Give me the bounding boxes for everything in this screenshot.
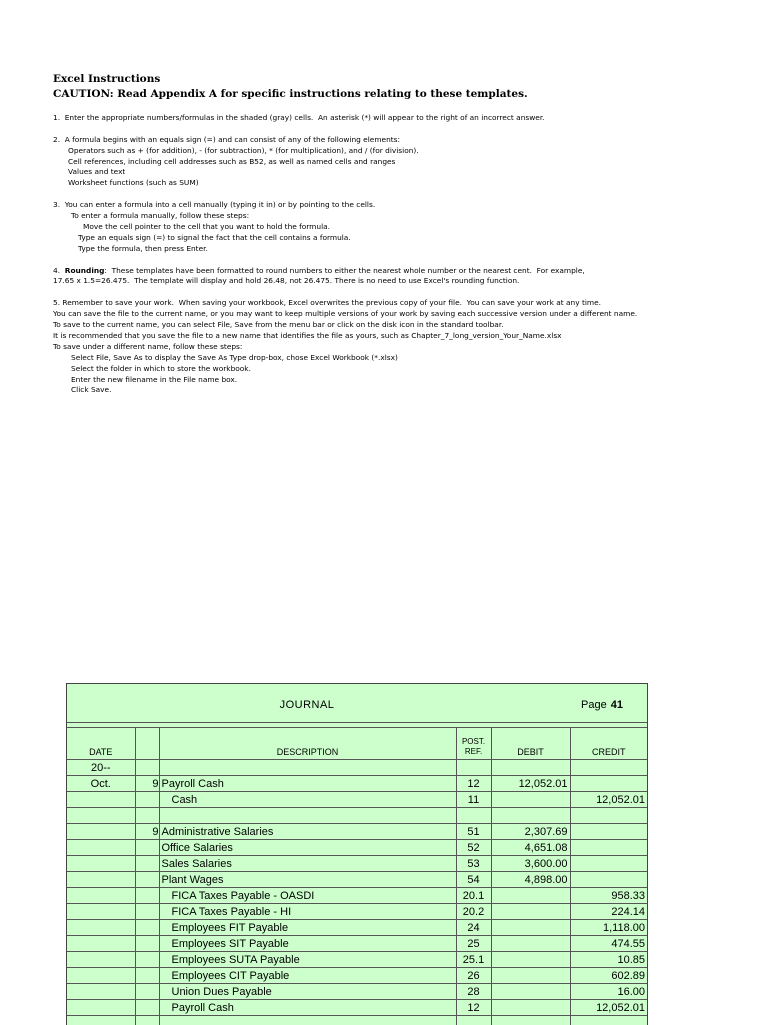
step-3-item: Type an equals sign (=) to signal the fact that the cell contains a formula.	[53, 233, 753, 244]
cell-debit[interactable]	[491, 760, 570, 776]
cell-month[interactable]	[67, 1000, 135, 1016]
cell-month[interactable]	[67, 984, 135, 1000]
cell-day[interactable]	[135, 920, 159, 936]
cell-month[interactable]: 20--	[67, 760, 135, 776]
header-date: DATE	[67, 728, 135, 760]
step-4-number: 4.	[53, 266, 65, 275]
page-label: Page	[581, 699, 607, 711]
cell-credit[interactable]	[570, 760, 647, 776]
cell-debit[interactable]	[491, 1000, 570, 1016]
cell-debit[interactable]	[491, 968, 570, 984]
step-1: 1. Enter the appropriate numbers/formulas in the shaded (gray) cells. An asterisk (*) will appear to the right of an incorrect answer.	[53, 113, 753, 124]
step-4-rounding-label: Rounding	[65, 266, 105, 275]
cell-description[interactable]: Employees SIT Payable	[159, 936, 456, 952]
step-2-item: Worksheet functions (such as SUM)	[53, 178, 753, 189]
cell-month[interactable]	[67, 968, 135, 984]
cell-debit[interactable]	[491, 920, 570, 936]
journal-page	[581, 699, 623, 711]
cell-debit[interactable]	[491, 904, 570, 920]
cell-month[interactable]	[67, 840, 135, 856]
cell-post-ref[interactable]: 24	[456, 920, 491, 936]
cell-credit[interactable]: 602.89	[570, 968, 647, 984]
cell-credit[interactable]	[570, 824, 647, 840]
cell-day[interactable]	[135, 808, 159, 824]
header-credit: CREDIT	[570, 728, 647, 760]
cell-description[interactable]	[159, 808, 456, 824]
step-2-item: Cell references, including cell addresses such as B52, as well as named cells and ranges	[53, 157, 753, 168]
journal-row	[67, 904, 647, 920]
journal-row	[67, 936, 647, 952]
cell-debit[interactable]: 2,307.69	[491, 824, 570, 840]
cell-day[interactable]	[135, 936, 159, 952]
journal-title: JOURNAL	[67, 699, 547, 711]
cell-month[interactable]	[67, 792, 135, 808]
cell-description[interactable]: Cash	[159, 792, 456, 808]
cell-month[interactable]	[67, 824, 135, 840]
instructions-heading: Excel Instructions	[53, 72, 753, 87]
cell-description[interactable]: Administrative Salaries	[159, 824, 456, 840]
cell-description[interactable]: Sales Salaries	[159, 856, 456, 872]
cell-description[interactable]: FICA Taxes Payable - OASDI	[159, 888, 456, 904]
page-number: 41	[611, 699, 623, 711]
journal-row	[67, 1000, 647, 1016]
cell-credit[interactable]	[570, 856, 647, 872]
header-description: DESCRIPTION	[159, 728, 456, 760]
step-5-line: It is recommended that you save the file to a new name that identifies the file as yours, such as Chapter_7_long_version_Your_Name.xlsx	[53, 331, 753, 342]
cell-post-ref[interactable]: 26	[456, 968, 491, 984]
cell-post-ref[interactable]: 28	[456, 984, 491, 1000]
cell-debit[interactable]: 4,898.00	[491, 872, 570, 888]
journal-sheet	[66, 683, 648, 1025]
journal-row	[67, 824, 647, 840]
step-5-item: Select File, Save As to display the Save As Type drop-box, chose Excel Workbook (*.xlsx)	[53, 353, 753, 364]
cell-description[interactable]: Employees CIT Payable	[159, 968, 456, 984]
cell-month[interactable]	[67, 808, 135, 824]
cell-post-ref[interactable]: 25	[456, 936, 491, 952]
step-5-line: To save under a different name, follow these steps:	[53, 342, 753, 353]
cell-credit[interactable]: 12,052.01	[570, 792, 647, 808]
step-2: 2. A formula begins with an equals sign (=) and can consist of any of the following elements:	[53, 135, 753, 146]
journal-row	[67, 760, 647, 776]
journal-row	[67, 808, 647, 824]
cell-day[interactable]	[135, 968, 159, 984]
cell-description[interactable]	[159, 760, 456, 776]
step-2-item: Values and text	[53, 167, 753, 178]
cell-day[interactable]: 9	[135, 824, 159, 840]
cell-day[interactable]: 9	[135, 776, 159, 792]
journal-row	[67, 872, 647, 888]
step-4-line-2: 17.65 x 1.5=26.475. The template will display and hold 26.48, not 26.475. There is no need to use Excel's rounding function.	[53, 276, 753, 287]
caution-line: CAUTION: Read Appendix A for specific instructions relating to these templates.	[53, 87, 753, 102]
journal-header	[67, 684, 647, 723]
cell-post-ref[interactable]: 25.1	[456, 952, 491, 968]
cell-day[interactable]	[135, 792, 159, 808]
cell-month[interactable]	[67, 888, 135, 904]
cell-debit[interactable]: 12,052.01	[491, 776, 570, 792]
step-3-sub: To enter a formula manually, follow these steps:	[53, 211, 753, 222]
cell-day[interactable]	[135, 888, 159, 904]
step-2-item: Operators such as + (for addition), - (for subtraction), * (for multiplication), and / (for division).	[53, 146, 753, 157]
cell-description[interactable]: Employees SUTA Payable	[159, 952, 456, 968]
cell-post-ref[interactable]: 51	[456, 824, 491, 840]
cell-credit[interactable]	[570, 840, 647, 856]
cell-description[interactable]: Employees FIT Payable	[159, 920, 456, 936]
cell-day[interactable]	[135, 984, 159, 1000]
cell-month[interactable]	[67, 920, 135, 936]
cell-month[interactable]: Oct.	[67, 776, 135, 792]
cell-day[interactable]	[135, 840, 159, 856]
cell-month[interactable]	[67, 856, 135, 872]
journal-row	[67, 968, 647, 984]
cell-post-ref[interactable]: 52	[456, 840, 491, 856]
cell-description[interactable]: Office Salaries	[159, 840, 456, 856]
step-5: 5. Remember to save your work. When saving your workbook, Excel overwrites the previous copy of your file. You can save your work at any time.	[53, 298, 753, 309]
cell-debit[interactable]	[491, 888, 570, 904]
journal-row	[67, 984, 647, 1000]
cell-description[interactable]: Union Dues Payable	[159, 984, 456, 1000]
cell-month[interactable]	[67, 872, 135, 888]
cell-debit[interactable]	[491, 808, 570, 824]
cell-debit[interactable]	[491, 952, 570, 968]
journal-row	[67, 920, 647, 936]
cell-day[interactable]	[135, 856, 159, 872]
cell-credit[interactable]	[570, 776, 647, 792]
cell-debit[interactable]: 3,600.00	[491, 856, 570, 872]
step-3-item: Move the cell pointer to the cell that you want to hold the formula.	[53, 222, 753, 233]
cell-debit[interactable]: 4,651.08	[491, 840, 570, 856]
cell-description[interactable]: Plant Wages	[159, 872, 456, 888]
cell-day[interactable]	[135, 1000, 159, 1016]
journal-row	[67, 888, 647, 904]
cell-month[interactable]	[67, 904, 135, 920]
cell-credit[interactable]: 1,118.00	[570, 920, 647, 936]
cell-credit[interactable]: 12,052.01	[570, 1000, 647, 1016]
step-5-item: Click Save.	[53, 385, 753, 396]
cell-post-ref[interactable]: 11	[456, 792, 491, 808]
header-debit: DEBIT	[491, 728, 570, 760]
cell-post-ref[interactable]	[456, 808, 491, 824]
step-3-item: Type the formula, then press Enter.	[53, 244, 753, 255]
cell-debit[interactable]	[491, 936, 570, 952]
step-3: 3. You can enter a formula into a cell manually (typing it in) or by pointing to the cells.	[53, 200, 753, 211]
cell-credit[interactable]: 958.33	[570, 888, 647, 904]
instructions-block	[53, 72, 753, 396]
cell-day[interactable]	[135, 760, 159, 776]
cell-post-ref[interactable]: 12	[456, 776, 491, 792]
step-4-text: : These templates have been formatted to round numbers to either the nearest whole number or the nearest cent. For example,	[104, 266, 584, 275]
header-post-ref: POST. REF.	[456, 728, 491, 760]
cell-day[interactable]	[135, 872, 159, 888]
journal-column-headers	[67, 728, 647, 760]
cell-description[interactable]: Payroll Cash	[159, 776, 456, 792]
journal-row	[67, 952, 647, 968]
step-5-line: To save to the current name, you can select File, Save from the menu bar or click on the disk icon in the standard toolbar.	[53, 320, 753, 331]
journal-table	[67, 727, 647, 1025]
cell-credit[interactable]: 10.85	[570, 952, 647, 968]
step-5-line: You can save the file to the current name, or you may want to keep multiple versions of your work by saving each successive version under a different name.	[53, 309, 753, 320]
cell-post-ref[interactable]	[456, 760, 491, 776]
cell-debit[interactable]	[491, 984, 570, 1000]
cell-description[interactable]: Payroll Cash	[159, 1000, 456, 1016]
step-5-item: Select the folder in which to store the workbook.	[53, 364, 753, 375]
header-day	[135, 728, 159, 760]
cell-post-ref[interactable]: 54	[456, 872, 491, 888]
cell-post-ref[interactable]: 20.1	[456, 888, 491, 904]
cell-description[interactable]: FICA Taxes Payable - HI	[159, 904, 456, 920]
step-4	[53, 266, 753, 277]
cell-debit[interactable]	[491, 792, 570, 808]
cell-month[interactable]	[67, 952, 135, 968]
cell-credit[interactable]	[570, 872, 647, 888]
journal-row	[67, 840, 647, 856]
cell-month[interactable]	[67, 936, 135, 952]
cell-post-ref[interactable]: 53	[456, 856, 491, 872]
cell-post-ref[interactable]: 20.2	[456, 904, 491, 920]
cell-credit[interactable]	[570, 808, 647, 824]
cell-post-ref[interactable]: 12	[456, 1000, 491, 1016]
journal-row	[67, 792, 647, 808]
cell-day[interactable]	[135, 952, 159, 968]
cell-credit[interactable]: 16.00	[570, 984, 647, 1000]
journal-row	[67, 776, 647, 792]
step-5-item: Enter the new filename in the File name box.	[53, 375, 753, 386]
cell-day[interactable]	[135, 904, 159, 920]
cell-credit[interactable]: 224.14	[570, 904, 647, 920]
cell-credit[interactable]: 474.55	[570, 936, 647, 952]
journal-row	[67, 856, 647, 872]
